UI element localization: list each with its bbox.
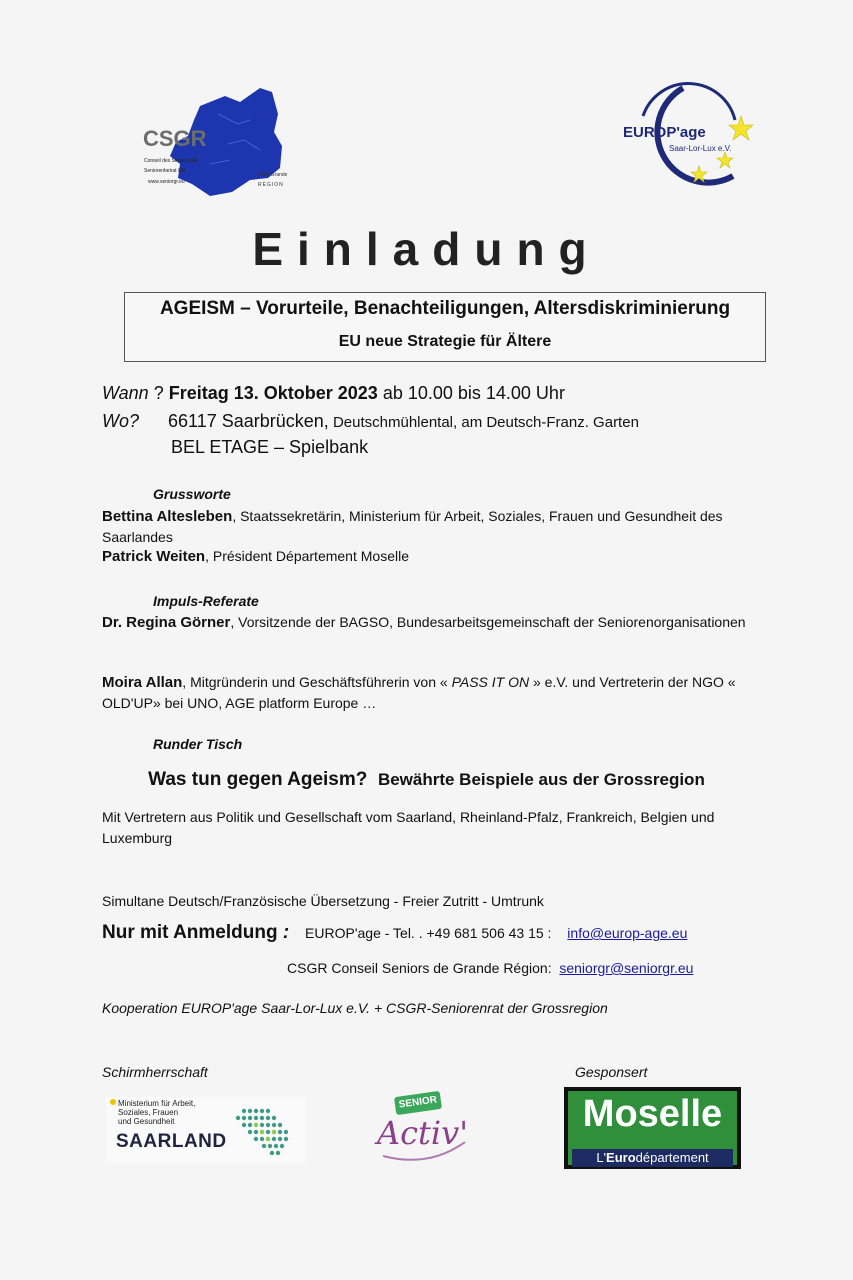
when-label: Wann — [102, 383, 149, 403]
saarland-line3: und Gesundheit — [118, 1117, 175, 1126]
registration-line2 — [287, 960, 693, 976]
speaker-name: Moira Allan — [102, 674, 183, 691]
when-time: ab 10.00 bis 14.00 Uhr — [377, 383, 565, 403]
moselle-sub — [572, 1149, 733, 1167]
registration-label: Nur mit Anmeldung — [102, 922, 278, 943]
speaker-role: , Vorsitzende der BAGSO, Bundesarbeitsgemeinschaft der Seniorenorganisationen — [230, 614, 746, 630]
impuls-heading: Impuls-Referate — [153, 593, 259, 609]
speaker-role-b: » e.V. und Vertreterin der NGO « OLD'UP» bei UNO, AGE platform Europe … — [102, 674, 736, 711]
when-q: ? — [148, 383, 169, 403]
saarland-logo — [106, 1097, 306, 1163]
when-date: Freitag 13. Oktober 2023 — [168, 383, 378, 403]
speaker-name: Bettina Altesleben — [102, 508, 233, 525]
speaker-name: Dr. Regina Görner — [102, 614, 231, 631]
registration-contact2: CSGR Conseil Seniors de Grande Région: — [287, 960, 552, 976]
csgr-line2: Seniorenbeirat GR — [144, 168, 186, 174]
moselle-name: Moselle — [582, 1093, 723, 1135]
activ-text: Activ' — [377, 1114, 468, 1152]
grussworte-speaker-2 — [102, 546, 762, 567]
runder-tisch-heading: Runder Tisch — [153, 736, 243, 752]
runder-tisch-text: Mit Vertretern aus Politik und Gesellschaft vom Saarland, Rheinland-Pfalz, Frankreich, Belgien und Luxemburg — [102, 809, 715, 846]
speaker-role: , Staatssekretärin, Ministerium für Arbeit, Soziales, Frauen und Gesundheit des Saarlandes — [102, 508, 723, 545]
europage-sub: Saar-Lor-Lux e.V. — [669, 144, 732, 153]
sponsored-label: Gesponsert — [575, 1064, 648, 1080]
page-title: Einladung — [252, 223, 601, 275]
speaker-role-a: , Mitgründerin und Geschäftsführerin von « — [182, 674, 452, 690]
cooperation-line: Kooperation EUROP'age Saar-Lor-Lux e.V. + CSGR-Seniorenrat der Grossregion — [102, 1000, 608, 1016]
where-street: Deutschmühlental, am Deutsch-Franz. Garten — [328, 414, 639, 431]
moselle-sub-pre: L' — [596, 1150, 607, 1165]
europage-logo — [613, 80, 758, 198]
saarland-name: SAARLAND — [116, 1131, 227, 1152]
moselle-panel — [568, 1091, 737, 1165]
activ-swoosh-icon — [379, 1138, 469, 1166]
topic-box — [124, 292, 766, 362]
impuls-speaker-2 — [102, 672, 762, 714]
registration-line — [102, 922, 687, 944]
rt-subtitle: Bewährte Beispiele aus der Grossregion — [377, 770, 705, 789]
patronage-label: Schirmherrschaft — [102, 1064, 208, 1080]
moselle-sub-post: département — [635, 1150, 709, 1165]
senior-activ-logo — [373, 1088, 473, 1168]
where-line — [102, 411, 639, 432]
csgr-line1: Conseil des Seniors GR — [144, 158, 198, 164]
when-line — [102, 383, 565, 404]
rt-title: Was tun gegen Ageism? — [148, 769, 368, 790]
runder-tisch-title — [0, 769, 853, 791]
registration-contact1: EUROP'age - Tel. . +49 681 506 43 15 : — [305, 925, 552, 941]
csgr-region2: RÉGION — [258, 182, 284, 188]
saarland-line1: Ministerium für Arbeit, — [118, 1099, 196, 1108]
speaker-role: , Président Département Moselle — [205, 548, 409, 564]
email-link-csgr[interactable]: seniorgr@seniorgr.eu — [559, 960, 694, 976]
moselle-sub-bold: Euro — [606, 1150, 636, 1165]
saarland-map-icon — [224, 1103, 298, 1159]
speaker-name: Patrick Weiten — [102, 548, 206, 565]
where-venue: BEL ETAGE – Spielbank — [171, 437, 369, 457]
saarland-line2: Soziales, Frauen — [118, 1108, 179, 1117]
csgr-region1: Groß/Grande — [258, 172, 288, 178]
europage-name: EUROP'age — [623, 124, 706, 141]
where-label: Wo? — [102, 411, 140, 431]
grussworte-heading: Grussworte — [153, 486, 231, 502]
senior-badge: SENIOR — [394, 1091, 442, 1115]
email-link-europage[interactable]: info@europ-age.eu — [567, 925, 688, 941]
csgr-logo — [140, 84, 290, 200]
speaker-org: PASS IT ON — [451, 674, 530, 690]
saarland-ministry — [118, 1099, 195, 1126]
where-city: 66117 Saarbrücken, — [168, 411, 329, 431]
info-line: Simultane Deutsch/Französische Übersetzung - Freier Zutritt - Umtrunk — [102, 893, 544, 909]
saarland-dot-icon — [110, 1099, 116, 1105]
grussworte-speaker-1 — [102, 506, 762, 548]
impuls-speaker-1 — [102, 612, 762, 633]
csgr-line3: www.seniorgr.eu — [148, 179, 185, 185]
registration-colon: : — [277, 922, 295, 943]
moselle-logo — [564, 1087, 741, 1169]
topic-line1: AGEISM – Vorurteile, Benachteiligungen, Altersdiskriminierung — [159, 298, 731, 319]
topic-line2: EU neue Strategie für Ältere — [338, 333, 552, 350]
csgr-abbr: CSGR — [143, 126, 207, 151]
